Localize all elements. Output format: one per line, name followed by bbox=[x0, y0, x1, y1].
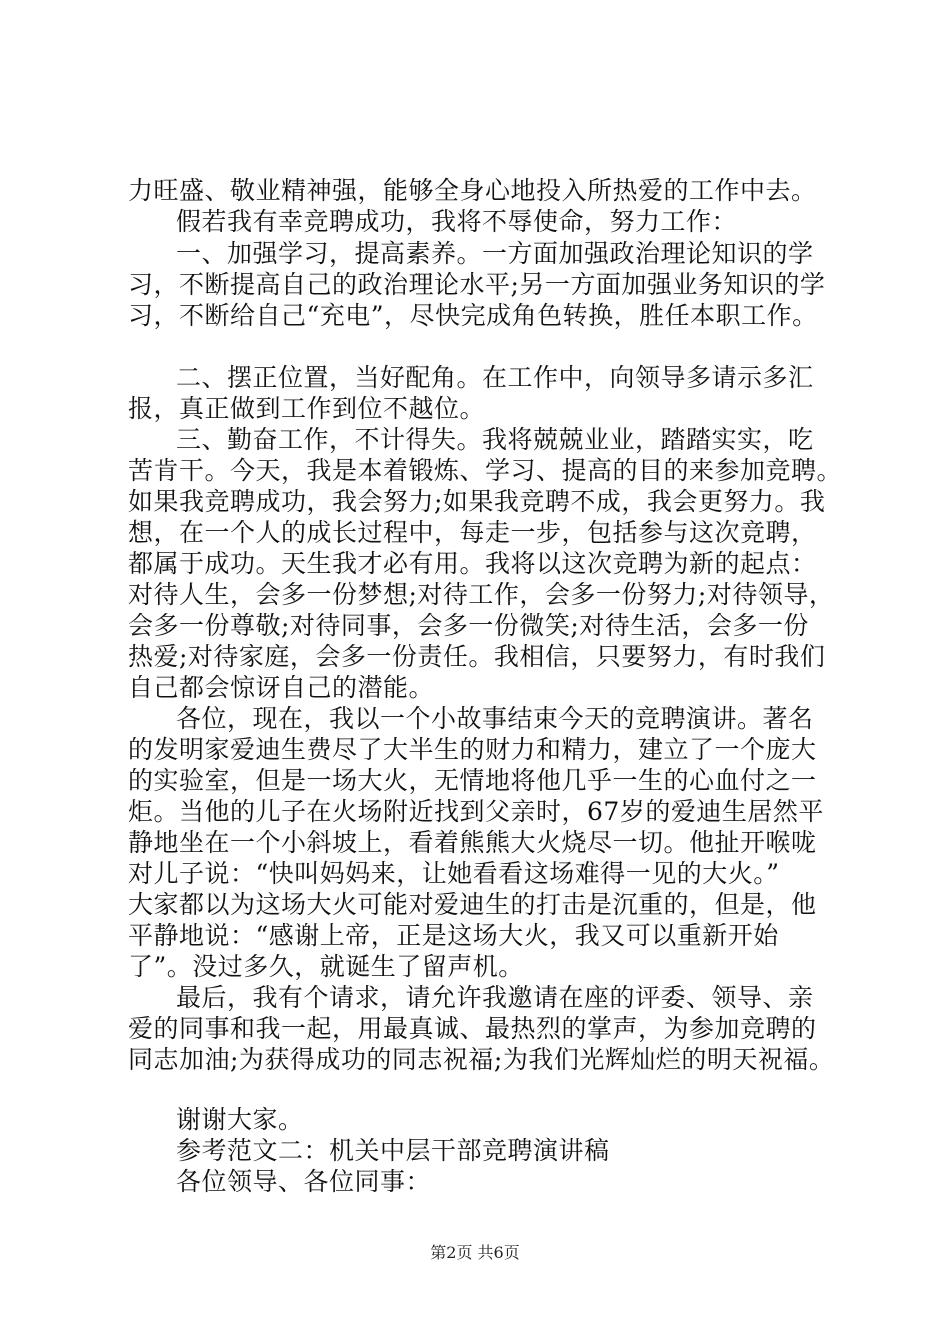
text-line: 了”。没过多久，就诞生了留声机。 bbox=[128, 952, 524, 981]
text-line: 静地坐在一个小斜坡上，看着熊熊大火烧尽一切。他扯开喉咙 bbox=[128, 828, 817, 857]
text-line: 一、加强学习，提高素养。一方面加强政治理论知识的学 bbox=[176, 239, 814, 268]
text-line: 习，不断提高自己的政治理论水平;另一方面加强业务知识的学 bbox=[128, 270, 826, 299]
text-line: 假若我有幸竞聘成功，我将不辱使命，努力工作： bbox=[176, 207, 738, 236]
text-line: 自己都会惊讶自己的潜能。 bbox=[128, 673, 435, 702]
text-line: 同志加油;为获得成功的同志祝福;为我们光辉灿烂的明天祝福。 bbox=[128, 1045, 835, 1074]
text-line: 报，真正做到工作到位不越位。 bbox=[128, 394, 486, 423]
text-line: 习，不断给自己“充电”，尽快完成角色转换，胜任本职工作。 bbox=[128, 301, 818, 330]
text-line: 的发明家爱迪生费尽了大半生的财力和精力，建立了一个庞大 bbox=[128, 735, 817, 764]
text-line: 力旺盛、敬业精神强，能够全身心地投入所热爱的工作中去。 bbox=[128, 176, 817, 205]
salutation: 各位领导、各位同事： bbox=[176, 1167, 432, 1196]
text-line: 的实验室，但是一场大火，无情地将他几乎一生的心血付之一 bbox=[128, 766, 817, 795]
section-heading: 参考范文二：机关中层干部竞聘演讲稿 bbox=[176, 1136, 610, 1165]
text-line: 对待人生，会多一份梦想;对待工作，会多一份努力;对待领导， bbox=[128, 580, 835, 609]
text-line: 苦肯干。今天，我是本着锻炼、学习、提高的目的来参加竞聘。 bbox=[128, 456, 843, 485]
text-line: 各位，现在，我以一个小故事结束今天的竞聘演讲。著名 bbox=[176, 704, 814, 733]
text-line: 炬。当他的儿子在火场附近找到父亲时，67岁的爱迪生居然平 bbox=[128, 797, 824, 826]
text-line: 二、摆正位置，当好配角。在工作中，向领导多请示多汇 bbox=[176, 363, 814, 392]
text-line: 如果我竞聘成功，我会努力;如果我竞聘不成，我会更努力。我 bbox=[128, 487, 826, 516]
text-line: 爱的同事和我一起，用最真诚、最热烈的掌声，为参加竞聘的 bbox=[128, 1014, 817, 1043]
text-line: 三、勤奋工作，不计得失。我将兢兢业业，踏踏实实，吃 bbox=[176, 425, 814, 454]
text-line: 会多一份尊敬;对待同事，会多一份微笑;对待生活，会多一份 bbox=[128, 611, 809, 640]
text-line: 对儿子说：“快叫妈妈来，让她看看这场难得一见的大火。” bbox=[128, 859, 780, 888]
text-line: 都属于成功。天生我才必有用。我将以这次竞聘为新的起点： bbox=[128, 549, 817, 578]
text-line: 最后，我有个请求，请允许我邀请在座的评委、领导、亲 bbox=[176, 983, 814, 1012]
text-line: 想，在一个人的成长过程中，每走一步，包括参与这次竞聘， bbox=[128, 518, 817, 547]
page-number: 第2页 共6页 bbox=[430, 1243, 520, 1262]
text-line: 热爱;对待家庭，会多一份责任。我相信，只要努力，有时我们 bbox=[128, 642, 826, 671]
text-line: 大家都以为这场大火可能对爱迪生的打击是沉重的，但是，他 bbox=[128, 890, 817, 919]
text-line: 谢谢大家。 bbox=[176, 1105, 304, 1134]
text-line: 平静地说：“感谢上帝，正是这场大火，我又可以重新开始 bbox=[128, 921, 779, 950]
